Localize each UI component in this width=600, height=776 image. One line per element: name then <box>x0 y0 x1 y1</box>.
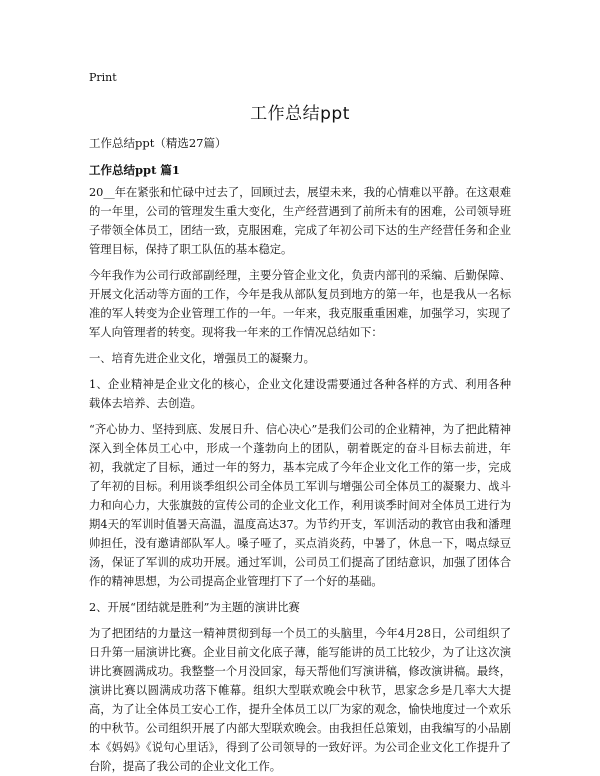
paragraph: “齐心协力、坚持到底、发展日升、信心决心”是我们公司的企业精神，为了把此精神深入到全体员工心中，形成一个蓬勃向上的团队，朝着既定的奋斗目标去前进，年初，我就定了目标，通过一年的努力，基本完成了今年企业文化工作的第一步，完成了年初的目标。利用谈季组织公司全体员工军训与增强公司全体员工的凝聚力、战斗力和向心力，大张旗鼓的宣传公司的企业文化工作，利用谈季时间对全体员工进行为期4天的军训时值暑天高温，温度高达37。为节约开支，军训活动的教官由我和潘理帅担任，没有邀请部队军人。嗓子哑了，买点消炎药，中暑了，休息一下，喝点绿豆汤，保证了军训的成功开展。通过军训，公司员工们提高了团结意识，加强了团体合作的精神思想，为公司提高企业管理打下了一个好的基础。 <box>89 423 511 588</box>
paragraph: 为了把团结的力量这一精神贯彻到每一个员工的头脑里，今年4月28日，公司组织了日升第一届演讲比赛。企业目前文化底子薄，能写能讲的员工比较少，为了让这次演讲比赛圆满成功。我整整一个月没回家，每天帮他们写演讲稿，修改演讲稿。最终，演讲比赛以圆满成功落下帷幕。组织大型联欢晚会中秋节，思家念乡是几率大大提高，为了让全体员工安心工作，提升全体员工以厂为家的观念，愉快地度过一个欢乐的中秋节。公司组织开展了内部大型联欢晚会。由我担任总策划，由我编写的小品剧本《妈妈》《说句心里话》，得到了公司领导的一致好评。为公司企业文化工作提升了台阶，提高了我公司的企业文化工作。 <box>89 627 511 773</box>
paragraph: 今年我作为公司行政部副经理，主要分管企业文化，负责内部刊的采编、后勤保障、开展文化活动等方面的工作，今年是我从部队复员到地方的第一年，也是我从一名标准的军人转变为企业管理工作的一年。一年来，我克服重重困难，加强学习，实现了军人向管理者的转变。现将我一年来的工作情况总结如下： <box>89 269 511 339</box>
document-title: 工作总结ppt <box>250 104 350 124</box>
paragraph: 1、企业精神是企业文化的核心，企业文化建设需要通过各种各样的方式、利用各种载体去培养、去创造。 <box>89 378 511 410</box>
print-label: Print <box>89 71 117 84</box>
document-subtitle: 工作总结ppt（精选27篇） <box>89 136 227 150</box>
paragraph: 一、培育先进企业文化，增强员工的凝聚力。 <box>89 352 315 365</box>
paragraph: 20__年在紧张和忙碌中过去了，回顾过去，展望未来，我的心情难以平静。在这艰难的一年里，公司的管理发生重大变化，生产经营遇到了前所未有的困难，公司领导班子带领全体员工，团结一致，克服困难，完成了年初公司下达的生产经营任务和企业管理目标，保持了职工队伍的基本稳定。 <box>89 186 511 256</box>
paragraph: 2、开展“团结就是胜利”为主题的演讲比赛 <box>89 601 300 614</box>
document-body <box>89 183 511 776</box>
section-heading: 工作总结ppt 篇1 <box>89 163 180 177</box>
